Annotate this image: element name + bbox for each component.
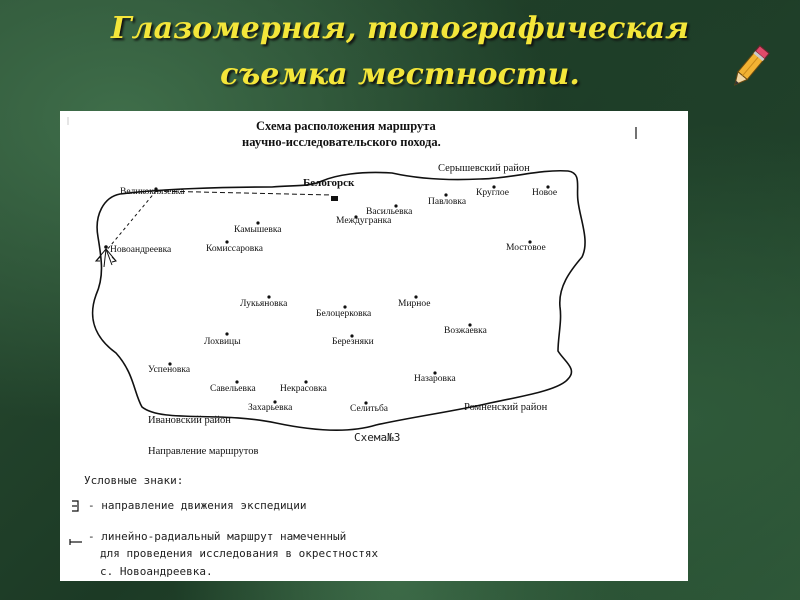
region-south-east: Ромненский район [464, 402, 548, 413]
region-boundary [93, 171, 585, 430]
scheme-label: Схема№3 [354, 431, 401, 444]
town-kruglo: Круглое [476, 188, 509, 198]
town-velikoknyazevka: Великокнязевка [120, 187, 185, 197]
legend-item-radial-line2: для проведения исследования в окрестностях [100, 547, 379, 560]
legend-arrow-icon [72, 501, 78, 511]
city-label: Белогорск [303, 177, 355, 189]
legend-item-radial-line3: с. Новоандреевка. [100, 565, 213, 578]
town-komissarovka: Комиссаровка [206, 244, 263, 254]
legend-item-direction: - направление движения экспедиции [88, 499, 307, 512]
legend-title: Условные знаки: [84, 474, 184, 487]
region-north-east: Серышевский район [438, 163, 530, 174]
slide-title [0, 6, 800, 98]
town-mostovoe: Мостовое [506, 243, 546, 253]
map-heading-line1: Схема расположения маршрута [256, 119, 436, 133]
town-nekrasovka: Некрасовка [280, 384, 327, 394]
town-bereznyaki: Березняки [332, 337, 374, 347]
town-selitba: Селитьба [350, 404, 389, 414]
map-heading-line2: научно-исследовательского похода. [242, 135, 441, 149]
route-direction-label: Направление маршрутов [148, 446, 259, 457]
town-novoandreevka: Новоандреевка [110, 245, 172, 255]
town-kamyshevka: Камышевка [234, 225, 282, 235]
slide-title-line1: Глазомерная, топографическая [110, 11, 690, 46]
town-lokhvitsy: Лохвицы [204, 337, 241, 347]
town-vozzhaevka: Возжаевка [444, 326, 487, 336]
town-lukyanovka: Лукьяновка [240, 299, 288, 309]
town-vasilevka: Васильевка [366, 207, 413, 217]
town-uspenovka: Успеновка [148, 365, 191, 375]
town-pavlovka: Павловка [428, 197, 467, 207]
town-zakharevka: Захарьевка [248, 403, 293, 413]
pencil-icon [726, 42, 772, 94]
region-south-west: Ивановский район [148, 415, 231, 426]
town-mezhdugranka: Междугранка [336, 216, 392, 226]
town-novoe: Новое [532, 188, 558, 198]
slide-title-line2: съемка местности. [220, 57, 580, 92]
route-map-sheet [60, 111, 688, 581]
town-nazarovka: Назаровка [414, 374, 456, 384]
radial-route-line [106, 191, 156, 251]
town-savelevka: Савельевка [210, 384, 256, 394]
town-belotserkovka: Белоцерковка [316, 309, 372, 319]
legend-radial-icon [70, 539, 82, 545]
legend-item-radial-line1: - линейно-радиальный маршрут намеченный [88, 530, 347, 543]
town-mirnoe: Мирное [398, 299, 431, 309]
city-marker [331, 196, 338, 201]
